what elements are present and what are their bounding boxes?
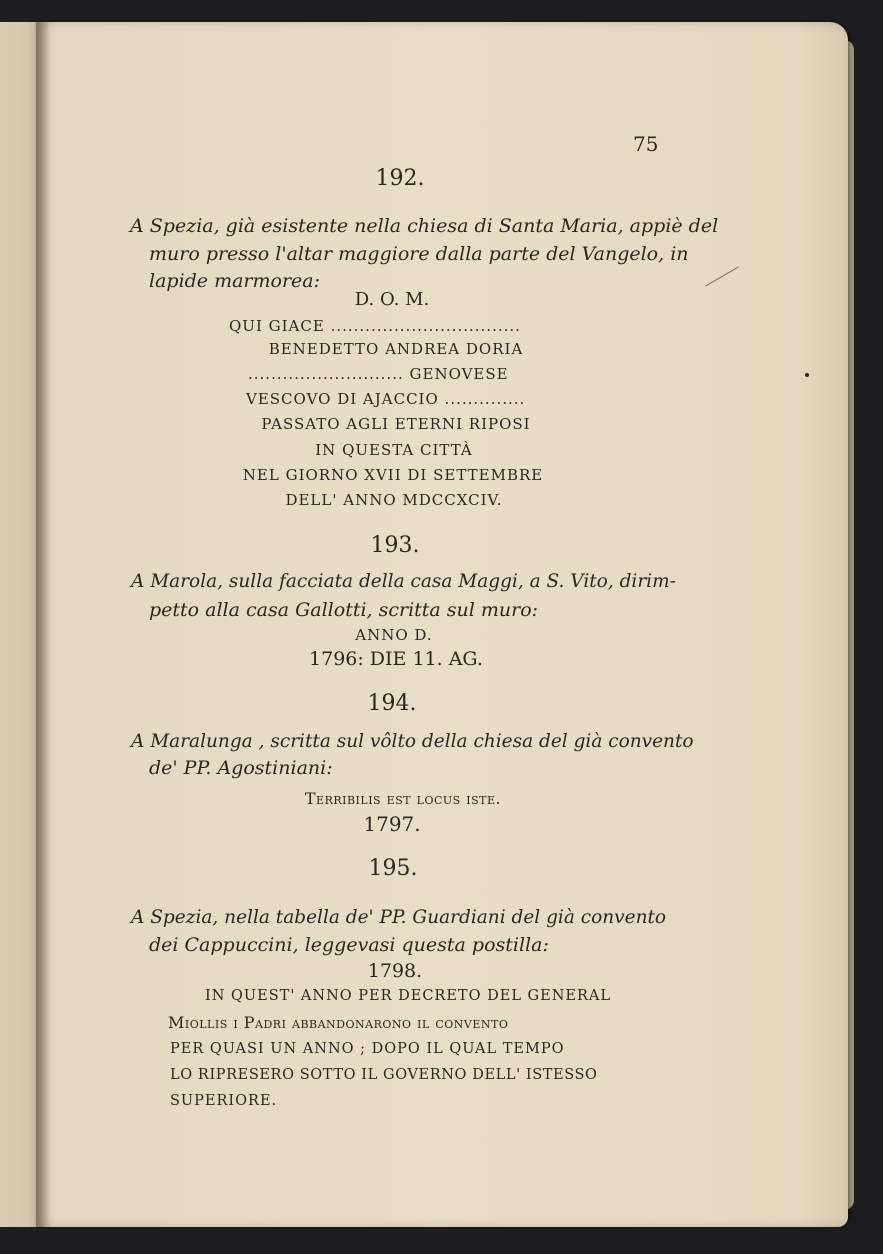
entry-intro-line: de' PP. Agostiniani: — [149, 757, 333, 779]
inscription-line: VESCOVO DI AJACCIO .............. — [246, 390, 526, 408]
inscription-line: IN QUESTA CITTÀ — [315, 441, 473, 459]
inscription-line: QUI GIACE ................................. — [229, 317, 521, 335]
inscription-line: IN QUEST' ANNO PER DECRETO DEL GENERAL — [205, 988, 612, 1004]
entry-intro-line: A Spezia, nella tabella de' PP. Guardiani del già convento — [131, 907, 667, 928]
inscription-line: PASSATO AGLI ETERNI RIPOSI — [261, 415, 531, 433]
entry-intro-line: A Marola, sulla facciata della casa Maggi, a S. Vito, dirim- — [131, 571, 676, 592]
entry-intro-line: dei Cappuccini, leggevasi questa postilla: — [149, 934, 549, 956]
inscription-line: SUPERIORE. — [170, 1093, 278, 1109]
inscription-line: BENEDETTO ANDREA DORIA — [268, 340, 524, 358]
page-number: 75 — [633, 132, 659, 156]
entry-number: 194. — [367, 691, 417, 716]
inscription-line: D. O. M. — [354, 289, 430, 310]
entry-number: 195. — [368, 856, 418, 881]
entry-intro-line: lapide marmorea: — [149, 270, 321, 292]
entry-intro-line: petto alla casa Gallotti, scritta sul muro: — [149, 599, 539, 621]
inscription-line: ........................... GENOVESE — [248, 365, 509, 383]
entry-number: 193. — [370, 533, 420, 558]
inscription-line: 1796: DIE 11. AG. — [309, 648, 483, 670]
inscription-line: PER QUASI UN ANNO ; DOPO IL QUAL TEMPO — [170, 1041, 565, 1057]
inscription-line: LO RIPRESERO SOTTO IL GOVERNO DELL' ISTESSO — [170, 1067, 598, 1083]
entry-number: 192. — [375, 166, 425, 191]
inscription-line: NEL GIORNO XVII DI SETTEMBRE — [242, 466, 544, 484]
inscription-line: 1797. — [363, 812, 421, 836]
entry-intro-line: muro presso l'altar maggiore dalla parte del Vangelo, in — [149, 243, 689, 265]
inscription-line: Miollis i Padri abbandonarono il convento — [168, 1013, 509, 1032]
inscription-line: 1798. — [367, 960, 423, 982]
entry-intro-line: A Maralunga , scritta sul vôlto della chiesa del già convento — [131, 731, 694, 752]
inscription-line: DELL' ANNO MDCCXCIV. — [285, 491, 503, 509]
inscription-line: Terribilis est locus iste. — [304, 789, 502, 808]
inscription-line: ANNO D. — [355, 626, 433, 644]
entry-intro-line: A Spezia, già esistente nella chiesa di Santa Maria, appiè del — [130, 215, 719, 237]
